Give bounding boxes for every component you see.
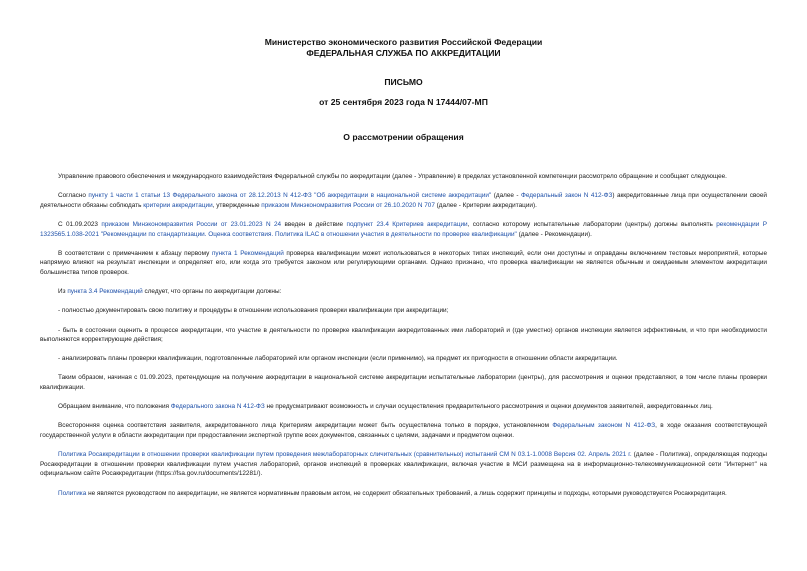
document-link[interactable]: Федеральный закон N 412-ФЗ: [521, 192, 613, 200]
paragraph-text: , в ходе оказания соответствующей государственной услуги в области аккредитации при предоставлении экспертной группе всех документов, связанных с целями, задачами и предметом оценки.: [40, 422, 767, 440]
body-paragraph: [40, 287, 767, 297]
paragraph-text: (далее -: [491, 192, 522, 200]
paragraph-text: , согласно которому испытательные лаборатории (центры) должны выполнять: [467, 220, 717, 228]
document-date-number: от 25 сентября 2023 года N 17444/07-МП: [319, 97, 488, 107]
document-link[interactable]: рекомендации Р 1323565.1.038-2021 "Рекомендации по стандартизации. Оценка соответствия. Политика ILAC в отношении участия в деятельности по проверке квалификации": [40, 220, 767, 238]
document-body: [40, 172, 767, 498]
document-link[interactable]: пункту 1 части 1 статьи 13 Федерального закона от 28.12.2013 N 412-ФЗ "Об аккредитации в национальной системе аккредитации": [88, 192, 492, 200]
paragraph-text: , утвержденные: [212, 201, 262, 209]
document-link[interactable]: Политика: [58, 489, 87, 497]
body-paragraph: [40, 373, 767, 392]
document-link[interactable]: Федерального закона N 412-ФЗ: [170, 403, 265, 411]
paragraph-text: - анализировать планы проверки квалификации, подготовленные лабораторией или органом инспекции (если применимо), на предмет их пригодности в отношении области аккредитации.: [58, 355, 618, 363]
document-type: ПИСЬМО: [384, 77, 423, 87]
document-subject: О рассмотрении обращения: [343, 132, 464, 142]
paragraph-text: С 01.09.2023: [58, 220, 102, 228]
body-paragraph: [40, 306, 767, 316]
paragraph-text: Таким образом, начиная с 01.09.2023, претендующие на получение аккредитации в национальной системе аккредитации испытательные лаборатории (центры), для рассмотрения и оценки представляют, в том числе планы проверки квалификации.: [40, 374, 767, 392]
paragraph-text: проверка квалификации может использоваться в некоторых типах инспекций, если они доступны и оправданы включением тестовых мероприятий, которые напрямую влияют на результат инспекции и определяет его, или когда это требуется законом или регулирующими органами. Однако признано, что проверка квалификации не является обычным и ожидаемым элементом аккредитации большинства типов проверок.: [40, 249, 768, 276]
document-link[interactable]: пункта 1 Рекомендаций: [211, 249, 284, 257]
body-paragraph: [40, 172, 767, 182]
paragraph-text: - полностью документировать свою политику и процедуры в отношении использования проверки квалификации при аккредитации;: [58, 307, 449, 315]
paragraph-text: (далее - Рекомендации).: [516, 230, 592, 238]
paragraph-text: введен в действие: [281, 220, 347, 228]
body-paragraph: [40, 421, 767, 440]
ministry-name: Министерство экономического развития Российской Федерации: [264, 37, 543, 47]
body-paragraph: [40, 354, 767, 364]
body-paragraph: [40, 402, 767, 412]
paragraph-text: ) аккредитованные лица при осуществлении своей деятельности обязаны соблюдать: [40, 192, 767, 209]
paragraph-text: следует, что органы по аккредитации должны:: [142, 288, 282, 296]
paragraph-text: Согласно: [58, 192, 89, 200]
body-paragraph: [40, 450, 767, 479]
document-link[interactable]: Политика Росаккредитации в отношении проверки квалификации путем проведения межлабораторных сличительных (сравнительных) испытаний СМ N 03.1-1.0008 Версия 02. Апрель 2021 г.: [58, 451, 632, 459]
document-link[interactable]: критерии аккредитации: [143, 201, 213, 209]
body-paragraph: [40, 249, 767, 278]
document-link[interactable]: подпункт 23.4 Критериев аккредитации: [346, 220, 468, 228]
paragraph-text: не предусматривают возможность и случаи осуществления предварительного рассмотрения и оценки документов заявителей, аккредитованных лиц.: [264, 403, 713, 411]
paragraph-text: Обращаем внимание, что положения: [58, 403, 171, 411]
paragraph-text: Управление правового обеспечения и международного взаимодействия Федеральной службы по аккредитации (далее - Управление) в пределах установленной компетенции рассмотрело обращение и сообщает следующее.: [58, 173, 727, 180]
document-link[interactable]: Федеральным законом N 412-ФЗ: [552, 422, 656, 430]
service-name: ФЕДЕРАЛЬНАЯ СЛУЖБА ПО АККРЕДИТАЦИИ: [306, 48, 501, 58]
document-link[interactable]: приказом Минэкономразвития России от 23.01.2023 N 24: [101, 220, 282, 228]
body-paragraph: [40, 220, 767, 239]
document-link[interactable]: пункта 3.4 Рекомендаций: [67, 288, 143, 296]
paragraph-text: Всесторонняя оценка соответствия заявителя, аккредитованного лица Критериям аккредитации может быть осуществлена только в порядке, установленном: [58, 422, 553, 430]
body-paragraph: [40, 191, 767, 210]
paragraph-text: не является руководством по аккредитации, не является нормативным правовым актом, не содержит обязательных требований, а лишь содержит принципы и подходы, которыми руководствуется Росаккредитация.: [86, 489, 727, 497]
body-paragraph: [40, 489, 767, 499]
body-paragraph: [40, 326, 767, 345]
paragraph-text: - быть в состоянии оценить в процессе аккредитации, что участие в деятельности по проверке квалификации аккредитованных ими лабораторий и (где уместно) органов инспекции является эффективным, и что при необходимости выполняются корректирующие действия;: [40, 326, 767, 344]
document-link[interactable]: приказом Минэкономразвития России от 26.10.2020 N 707: [261, 201, 435, 209]
paragraph-text: В соответствии с примечанием к абзацу первому: [58, 249, 212, 257]
paragraph-text: Из: [58, 288, 68, 296]
paragraph-text: (далее - Критерии аккредитации).: [434, 201, 537, 209]
paragraph-text: (далее - Политика), определяющая подходы Росаккредитации в отношении проверки квалификации путем участия лабораторий, органов инспекций в проверках квалификации, включая участие в МСИ размещена на в информационно-телекоммуникационной сети "Интернет" на официальном сайте Росаккредитации (https://fsa.gov.ru/documents/12281/).: [40, 451, 767, 478]
